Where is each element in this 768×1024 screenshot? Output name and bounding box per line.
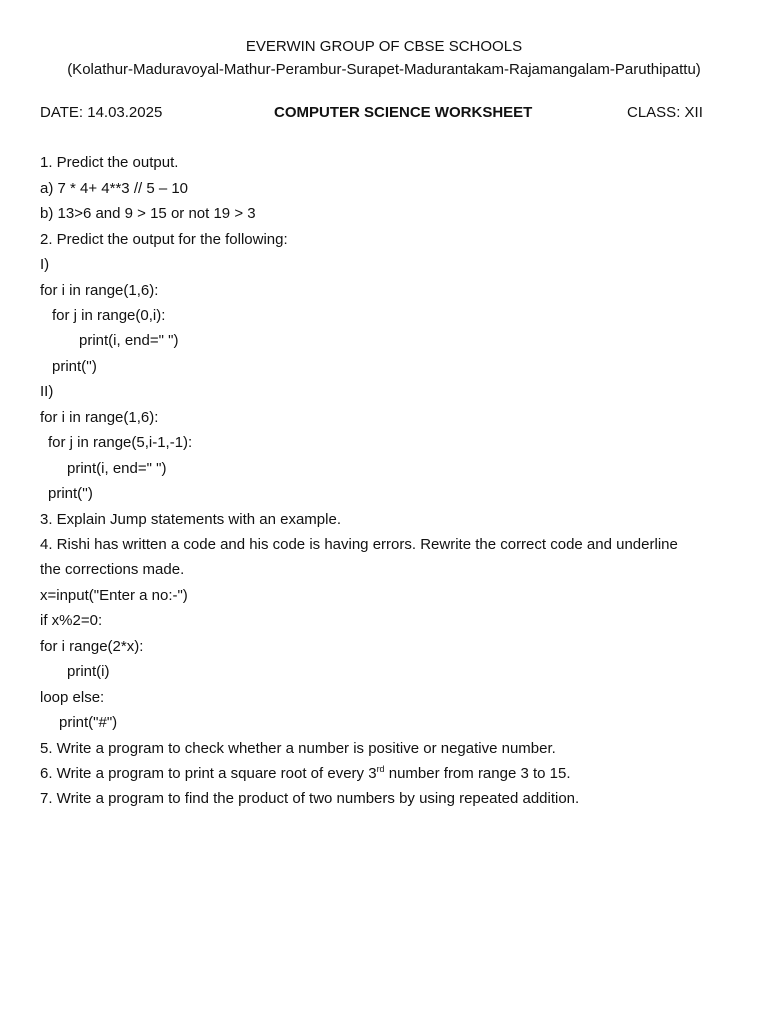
question-6-text: 6. Write a program to print a square root of every 3	[40, 765, 377, 782]
code-line: print('')	[52, 358, 97, 375]
code-line: for i in range(1,6):	[40, 282, 159, 299]
question-1a: a) 7 * 4+ 4**3 // 5 – 10	[40, 180, 189, 197]
school-name: EVERWIN GROUP OF CBSE SCHOOLS	[245, 38, 523, 55]
question-2-part-i: I)	[40, 256, 50, 273]
school-branches: (Kolathur-Maduravoyal-Mathur-Perambur-Surapet-Madurantakam-Rajamangalam-Paruthipattu)	[67, 61, 701, 78]
question-5: 5. Write a program to check whether a number is positive or negative number.	[40, 740, 556, 757]
worksheet-class: CLASS: XII	[627, 104, 703, 121]
code-line: print("#")	[59, 714, 118, 731]
code-line: if x%2=0:	[40, 612, 103, 629]
ordinal-suffix: rd	[376, 764, 385, 774]
code-line: for i range(2*x):	[40, 638, 144, 655]
code-line: for j in range(5,i-1,-1):	[48, 434, 193, 451]
code-line: print(i, end=" ")	[67, 460, 167, 477]
question-6	[40, 765, 571, 783]
code-line: print(i)	[67, 663, 110, 680]
question-4-continued: the corrections made.	[40, 561, 185, 578]
question-1: 1. Predict the output.	[40, 154, 179, 171]
code-line: print(i, end=" ")	[79, 332, 179, 349]
code-line: loop else:	[40, 689, 105, 706]
question-7: 7. Write a program to find the product of two numbers by using repeated addition.	[40, 790, 580, 807]
code-line: for i in range(1,6):	[40, 409, 159, 426]
code-line: x=input("Enter a no:-")	[40, 587, 188, 604]
question-4: 4. Rishi has written a code and his code is having errors. Rewrite the correct code and underline	[40, 536, 678, 553]
code-line: print('')	[48, 485, 93, 502]
question-2-part-ii: II)	[40, 383, 54, 400]
question-6-text-end: number from range 3 to 15.	[384, 765, 571, 782]
worksheet-date: DATE: 14.03.2025	[40, 104, 163, 121]
question-2: 2. Predict the output for the following:	[40, 231, 288, 248]
code-line: for j in range(0,i):	[52, 307, 166, 324]
question-3: 3. Explain Jump statements with an example.	[40, 511, 341, 528]
question-1b: b) 13>6 and 9 > 15 or not 19 > 3	[40, 205, 256, 222]
worksheet-title: COMPUTER SCIENCE WORKSHEET	[274, 104, 533, 121]
